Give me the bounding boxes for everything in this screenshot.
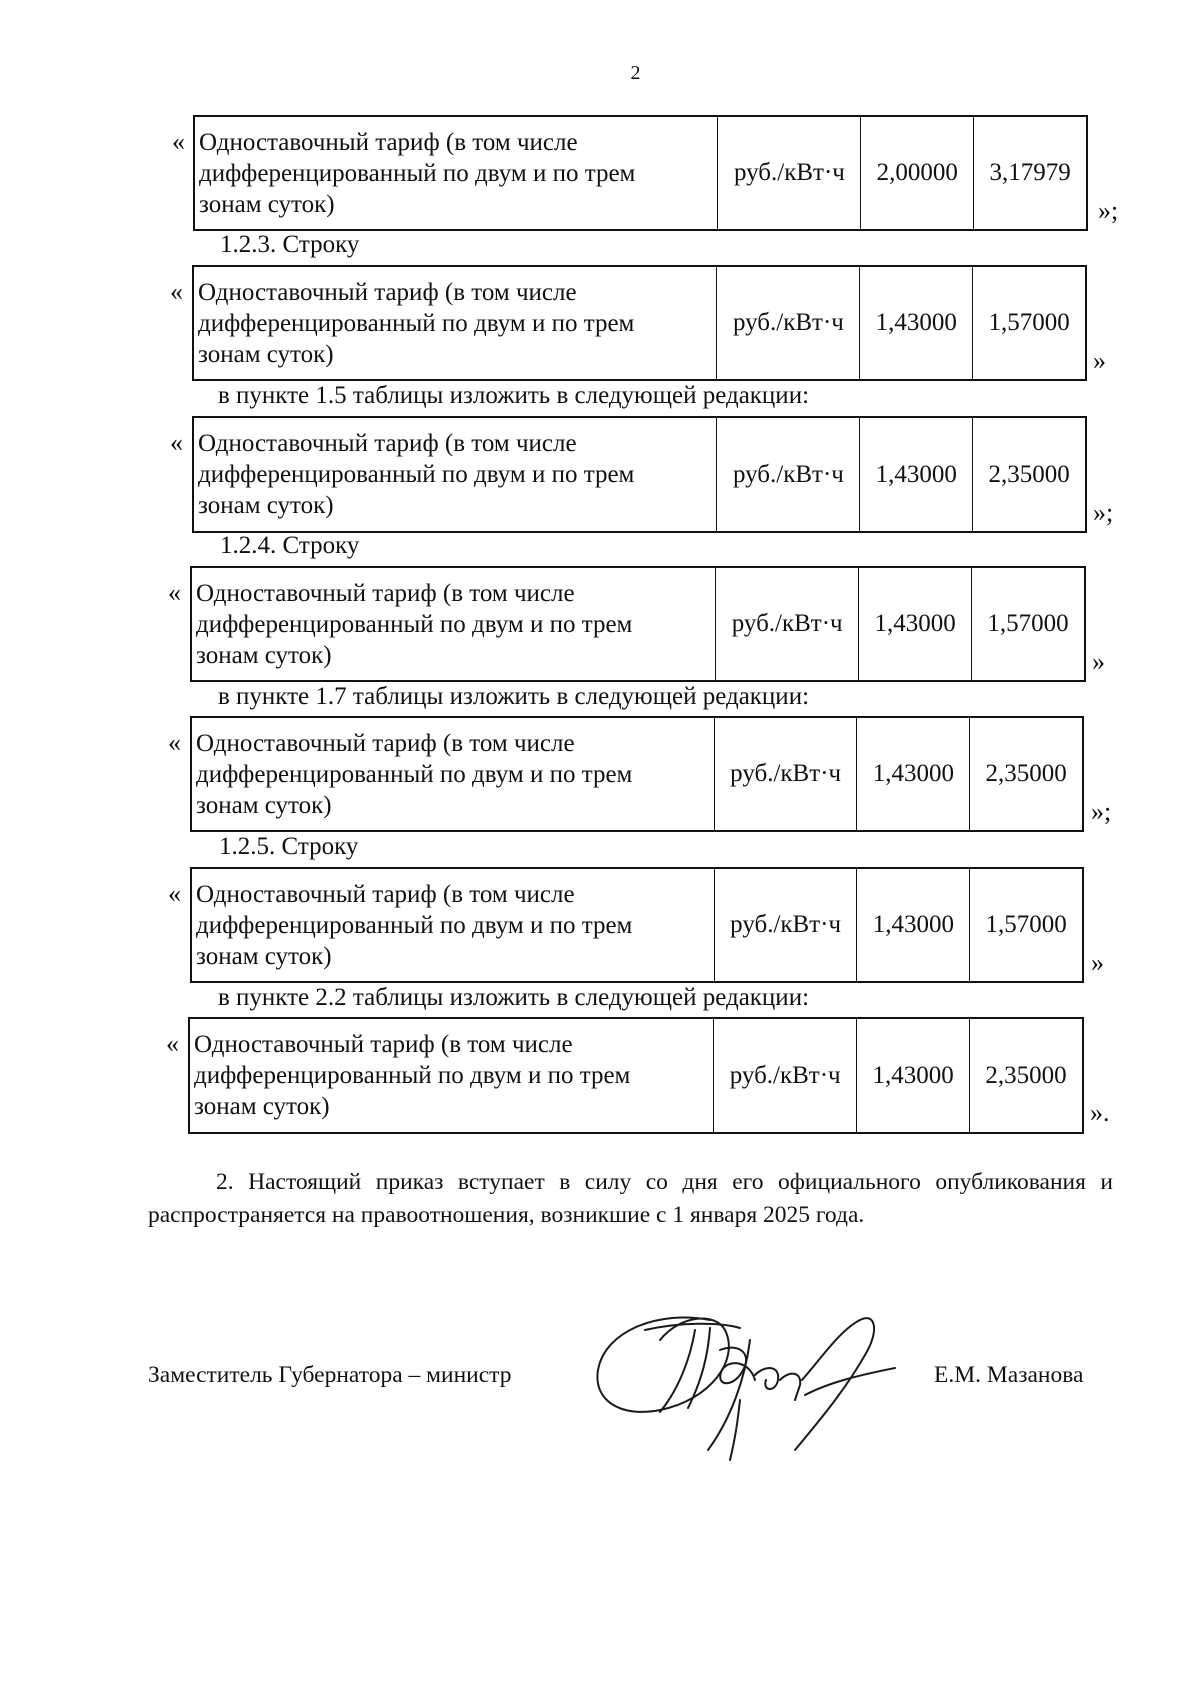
- opening-quote: «: [168, 578, 181, 607]
- tariff-value-1: 1,43000: [859, 567, 972, 681]
- table-row: [191, 567, 1085, 681]
- opening-quote: «: [172, 127, 185, 156]
- opening-quote: «: [168, 879, 181, 908]
- tariff-description: Одноставочный тариф (в том числе дифференцированный по двум и по трем зонам суток): [191, 868, 714, 982]
- section-heading: 1.2.5. Строку: [219, 833, 359, 860]
- tariff-table: [193, 115, 1088, 231]
- tariff-value-2: 2,35000: [973, 417, 1086, 532]
- opening-quote: «: [168, 728, 181, 757]
- opening-quote: «: [170, 277, 183, 306]
- table-row: [194, 116, 1087, 230]
- tariff-table: [192, 265, 1087, 381]
- tariff-value-2: 1,57000: [970, 868, 1083, 982]
- tariff-value-2: 1,57000: [972, 567, 1085, 681]
- tariff-value-1: 1,43000: [860, 266, 973, 380]
- tariff-value-1: 1,43000: [857, 1018, 970, 1133]
- signatory-title: Заместитель Губернатора – министр: [148, 1362, 512, 1388]
- tariff-table: [190, 716, 1084, 832]
- tariff-unit: руб./кВт·ч: [714, 868, 857, 982]
- closing-quote: »: [1093, 346, 1106, 375]
- closing-quote: »: [1092, 647, 1105, 676]
- table-row: [191, 717, 1083, 831]
- tariff-table: [190, 566, 1086, 682]
- signatory-name: Е.М. Мазанова: [934, 1362, 1084, 1388]
- tariff-value-2: 3,17979: [974, 116, 1087, 230]
- table-row: [189, 1018, 1083, 1133]
- tariff-unit: руб./кВт·ч: [714, 1018, 857, 1133]
- tariff-value-2: 2,35000: [970, 717, 1083, 831]
- section-instruction: в пункте 1.5 таблицы изложить в следующей редакции:: [218, 382, 810, 409]
- tariff-description: Одноставочный тариф (в том числе дифференцированный по двум и по трем зонам суток): [191, 717, 714, 831]
- tariff-unit: руб./кВт·ч: [718, 116, 861, 230]
- handwritten-signature: [590, 1300, 920, 1470]
- opening-quote: «: [170, 428, 183, 457]
- tariff-value-1: 1,43000: [860, 417, 973, 532]
- effective-date-paragraph: 2. Настоящий приказ вступает в силу со дня его официального опубликования и распространяется на правоотношения, возникшие с 1 января 2025 года.: [148, 1169, 1113, 1228]
- tariff-value-2: 2,35000: [970, 1018, 1083, 1133]
- tariff-unit: руб./кВт·ч: [717, 266, 860, 380]
- table-row: [193, 417, 1086, 532]
- section-instruction: в пункте 2.2 таблицы изложить в следующей редакции:: [218, 984, 810, 1011]
- tariff-unit: руб./кВт·ч: [717, 417, 860, 532]
- tariff-value-2: 1,57000: [973, 266, 1086, 380]
- tariff-table: [188, 1017, 1084, 1134]
- tariff-value-1: 1,43000: [857, 717, 970, 831]
- closing-quote: »;: [1091, 797, 1112, 826]
- section-heading: 1.2.4. Строку: [220, 532, 360, 559]
- tariff-description: Одноставочный тариф (в том числе дифференцированный по двум и по трем зонам суток): [193, 417, 717, 532]
- tariff-value-1: 2,00000: [861, 116, 974, 230]
- closing-quote: »: [1091, 948, 1104, 977]
- tariff-value-1: 1,43000: [857, 868, 970, 982]
- closing-quote: »;: [1098, 196, 1119, 225]
- tariff-description: Одноставочный тариф (в том числе дифференцированный по двум и по трем зонам суток): [191, 567, 716, 681]
- tariff-unit: руб./кВт·ч: [716, 567, 859, 681]
- table-row: [193, 266, 1086, 380]
- tariff-description: Одноставочный тариф (в том числе дифференцированный по двум и по трем зонам суток): [193, 266, 717, 380]
- opening-quote: «: [166, 1029, 179, 1058]
- tariff-unit: руб./кВт·ч: [714, 717, 857, 831]
- tariff-description: Одноставочный тариф (в том числе дифференцированный по двум и по трем зонам суток): [194, 116, 718, 230]
- tariff-table: [190, 867, 1084, 983]
- closing-quote: ».: [1090, 1098, 1110, 1127]
- page-number: 2: [630, 62, 641, 84]
- section-instruction: в пункте 1.7 таблицы изложить в следующей редакции:: [218, 683, 810, 710]
- closing-quote: »;: [1093, 498, 1114, 527]
- tariff-table: [192, 416, 1087, 533]
- section-heading: 1.2.3. Строку: [220, 231, 360, 258]
- table-row: [191, 868, 1083, 982]
- tariff-description: Одноставочный тариф (в том числе дифференцированный по двум и по трем зонам суток): [189, 1018, 714, 1133]
